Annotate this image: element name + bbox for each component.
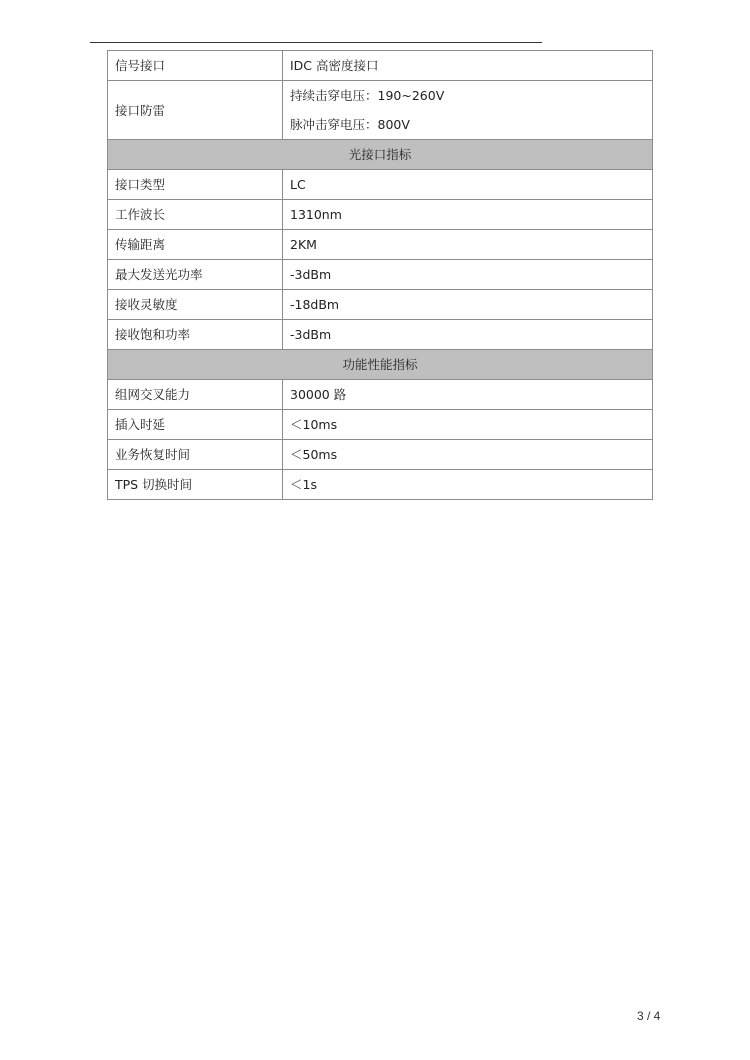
table-row [108, 170, 653, 200]
table-row [108, 290, 653, 320]
table-row [108, 320, 653, 350]
row-label: 接收灵敏度 [108, 290, 283, 320]
row-label: TPS 切换时间 [108, 470, 283, 500]
row-label: 传输距离 [108, 230, 283, 260]
row-label: 业务恢复时间 [108, 440, 283, 470]
table-row [108, 200, 653, 230]
header-rule [90, 42, 542, 43]
spec-table-body [108, 51, 653, 500]
row-value-line: 脉冲击穿电压：800V [290, 117, 410, 132]
table-row [108, 380, 653, 410]
table-row [108, 230, 653, 260]
row-value: ＜50ms [283, 440, 653, 470]
row-value: -3dBm [283, 260, 653, 290]
section-title: 光接口指标 [108, 140, 653, 170]
row-value: LC [283, 170, 653, 200]
row-label: 工作波长 [108, 200, 283, 230]
table-row [108, 440, 653, 470]
row-label: 接口防雷 [108, 81, 283, 140]
row-value: 1310nm [283, 200, 653, 230]
table-row [108, 51, 653, 81]
row-value [283, 81, 653, 140]
table-row [108, 81, 653, 140]
spec-table [107, 50, 653, 500]
row-value-line: 持续击穿电压：190~260V [290, 88, 445, 103]
row-label: 组网交叉能力 [108, 380, 283, 410]
row-value: IDC 高密度接口 [283, 51, 653, 81]
row-value: 2KM [283, 230, 653, 260]
row-value: ＜10ms [283, 410, 653, 440]
section-title: 功能性能指标 [108, 350, 653, 380]
table-row [108, 470, 653, 500]
row-value: ＜1s [283, 470, 653, 500]
section-header-row [108, 140, 653, 170]
row-label: 接口类型 [108, 170, 283, 200]
table-row [108, 260, 653, 290]
row-value: 30000 路 [283, 380, 653, 410]
row-value: -3dBm [283, 320, 653, 350]
row-label: 接收饱和功率 [108, 320, 283, 350]
row-value: -18dBm [283, 290, 653, 320]
page-number: 3 / 4 [637, 1009, 661, 1023]
section-header-row [108, 350, 653, 380]
row-label: 信号接口 [108, 51, 283, 81]
row-label: 最大发送光功率 [108, 260, 283, 290]
row-label: 插入时延 [108, 410, 283, 440]
table-row [108, 410, 653, 440]
